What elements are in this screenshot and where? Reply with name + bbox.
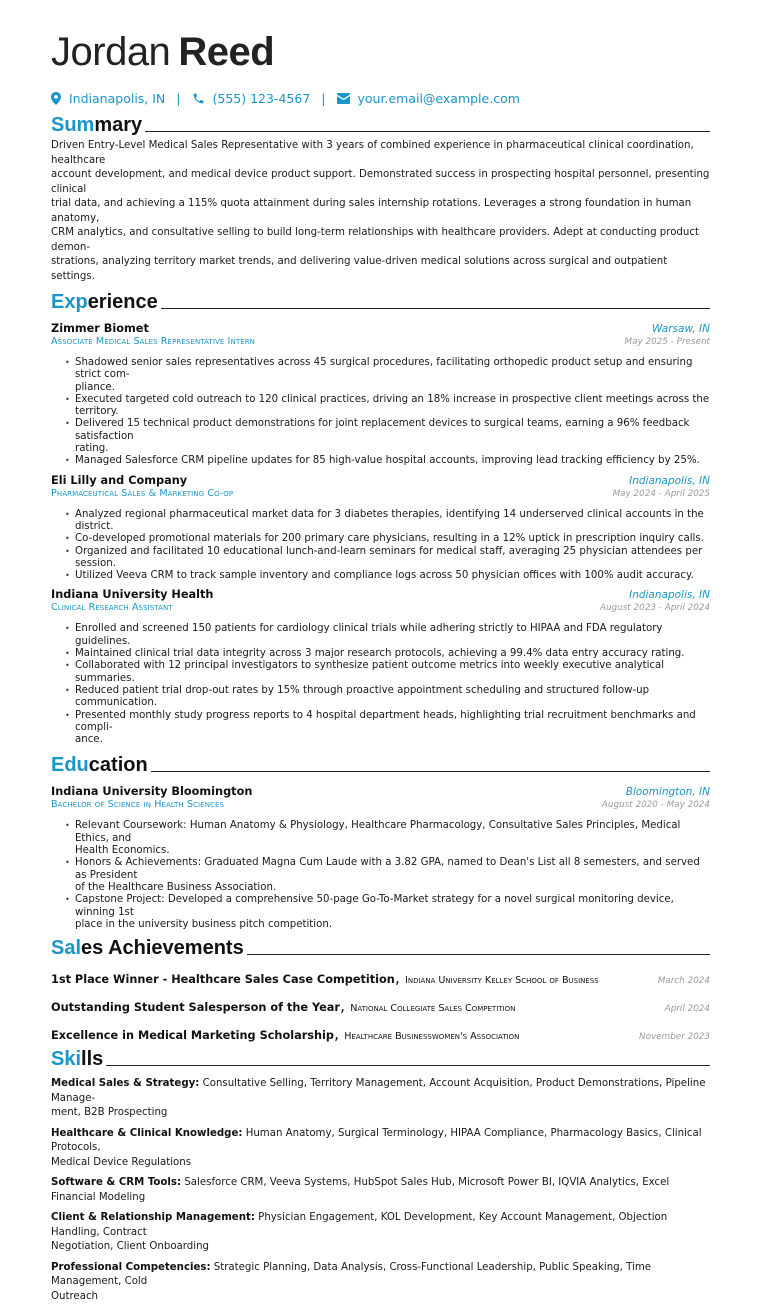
bullet-list [51, 357, 710, 468]
entry-location: Bloomington, IN [625, 786, 710, 799]
entry-role: Associate Medical Sales Representative Intern [51, 336, 256, 347]
entry-subheader [51, 799, 710, 810]
entry-subheader [51, 336, 710, 347]
summary-line: trial data, and achieving a 115% quota attainment during sales internship rotations. Leverages a strong foundation in human anatomy, [51, 198, 692, 224]
bullet-item [65, 570, 710, 582]
entry-dates: August 2023 - April 2024 [599, 603, 710, 614]
bullet-line: Reduced patient trial drop-out rates by 15% through proactive appointment scheduling and structured follow-up communication. [75, 684, 650, 709]
email-text: your.email@example.com [357, 90, 520, 106]
bullet-item [65, 509, 710, 534]
achievement-title: 1st Place Winner - Healthcare Sales Case Competition [51, 973, 395, 987]
bullet-line: Shadowed senior sales representatives across 45 surgical procedures, facilitating orthopedic product setup and ensuring strict com- [75, 357, 693, 381]
experience-list [51, 322, 710, 746]
skill-label: Software & CRM Tools: [51, 1177, 182, 1189]
first-name: Jordan [51, 30, 171, 74]
heading-rule [247, 954, 710, 955]
skills-list [51, 1077, 710, 1304]
experience-entry [51, 474, 710, 583]
skill-row [51, 1211, 710, 1255]
summary-text [51, 139, 710, 284]
organization-name: Eli Lilly and Company [51, 473, 188, 487]
bullet-line: Honors & Achievements: Graduated Magna Cum Laude with a 3.82 GPA, named to Dean's List all 8 semesters, and served as President [75, 857, 700, 881]
skill-label: Healthcare & Clinical Knowledge: [51, 1127, 243, 1139]
bullet-line: Executed targeted cold outreach to 120 clinical practices, driving an 18% increase in prospective client meetings across the territory. [75, 393, 710, 418]
bullet-line: place in the university business pitch competition. [75, 918, 333, 930]
last-name: Reed [178, 30, 275, 74]
bullet-line: Capstone Project: Developed a comprehensive 50-page Go-To-Market strategy for a novel surgical monitoring device, winning 1st [75, 894, 674, 918]
bullet-line: Health Economics. [75, 845, 170, 857]
education-list [51, 785, 710, 931]
summary-line: strations, analyzing territory market trends, and delivering value-driven medical solutions across surgical and outpatient settings. [51, 256, 668, 282]
achievement-org: Healthcare Businesswomen's Association [344, 1031, 520, 1043]
bullet-line: ance. [75, 734, 103, 746]
bullet-item [65, 357, 710, 394]
skill-line: Medical Device Regulations [51, 1156, 192, 1168]
skill-label: Professional Competencies: [51, 1261, 211, 1273]
bullet-item [65, 820, 710, 857]
bullet-item [65, 710, 710, 747]
skill-line: Physician Engagement, KOL Development, Key Account Management, Objection Handling, Contract [51, 1212, 668, 1238]
skill-line: Strategic Planning, Data Analysis, Cross-Functional Leadership, Public Speaking, Time Management, Cold [51, 1261, 652, 1288]
heading-accent: Exp [51, 291, 88, 313]
bullet-item [65, 394, 710, 419]
bullet-item [65, 648, 710, 660]
contact-bar [51, 90, 710, 106]
heading-rest: erience [87, 291, 158, 313]
entry-subheader [51, 488, 710, 499]
education-entry [51, 785, 710, 931]
bullet-line: Organized and facilitated 10 educational lunch-and-learn seminars for medical staff, averaging 25 physician attendees per session. [75, 545, 703, 569]
entry-location: Warsaw, IN [651, 323, 710, 335]
experience-entry [51, 588, 710, 746]
entry-location: Indianapolis, IN [629, 474, 710, 487]
achievement-comma: , [394, 968, 406, 988]
achievement-date: March 2024 [657, 976, 710, 987]
entry-role: Pharmaceutical Sales & Marketing Co-op [51, 487, 234, 499]
bullet-line: Utilized Veeva CRM to track sample inventory and compliance logs across 50 physician offices with 100% audit accuracy. [75, 570, 694, 582]
organization-name: Indiana University Health [51, 588, 214, 602]
bullet-line: Managed Salesforce CRM pipeline updates for 85 high-value hospital accounts, improving lead tracking efficiency by 25%. [75, 455, 700, 467]
phone-text: (555) 123-4567 [212, 90, 311, 106]
bullet-line: pliance. [75, 381, 115, 393]
bullet-line: Delivered 15 technical product demonstrations for joint replacement devices to surgical teams, earning a 96% feedback satisfaction [75, 418, 690, 442]
skill-line: Negotiation, Client Onboarding [51, 1241, 210, 1253]
bullet-line: Presented monthly study progress reports to 4 hospital department heads, highlighting trial recruitment benchmarks and compli- [75, 709, 696, 733]
contact-separator: | [321, 90, 326, 106]
summary-line: CRM analytics, and consultative selling to build long-term relationships with healthcare providers. Adept at conducting product demon- [51, 227, 699, 253]
heading-rule [145, 131, 710, 132]
entry-subheader [51, 602, 710, 613]
skill-row [51, 1077, 710, 1121]
bullet-line: Maintained clinical trial data integrity across 3 major research protocols, achieving a 99.4% data entry accuracy rating. [75, 648, 685, 660]
skill-row [51, 1127, 710, 1171]
bullet-line: Analyzed regional pharmaceutical market data for 3 diabetes therapies, identifying 14 underserved clinical accounts in the district. [75, 508, 704, 532]
bullet-item [65, 857, 710, 894]
achievement-text [51, 968, 599, 987]
heading-rest: lls [81, 1048, 104, 1071]
summary-line: Driven Entry-Level Medical Sales Representative with 3 years of combined experience in pharmaceutical clinical coordination, healthcare [51, 140, 694, 166]
achievement-comma: , [334, 1024, 345, 1044]
entry-dates: August 2020 - May 2024 [601, 800, 710, 811]
achievement-title: Outstanding Student Salesperson of the Year [51, 1001, 341, 1015]
skill-label: Medical Sales & Strategy: [51, 1078, 200, 1090]
bullet-item [65, 533, 710, 545]
organization-name: Indiana University Bloomington [51, 785, 253, 799]
skills-heading [51, 1048, 710, 1070]
heading-rule [161, 308, 710, 309]
bullet-line: rating. [75, 443, 109, 455]
achievement-row [51, 968, 710, 987]
achievement-title: Excellence in Medical Marketing Scholarship [51, 1029, 335, 1043]
summary-line: account development, and medical device product support. Demonstrated success in prospecting hospital personnel, presenting clinical [51, 169, 710, 195]
entry-location: Indianapolis, IN [629, 589, 710, 602]
achievement-date: April 2024 [664, 1004, 710, 1015]
achievement-row [51, 1024, 710, 1043]
email-item[interactable] [337, 91, 520, 106]
entry-header [51, 588, 710, 601]
bullet-item [65, 685, 710, 710]
candidate-name [51, 30, 710, 74]
skill-line: Human Anatomy, Surgical Terminology, HIPAA Compliance, Pharmacology Basics, Clinical Protocols, [51, 1127, 702, 1154]
experience-heading [51, 291, 710, 313]
bullet-item [65, 623, 710, 648]
education-heading [51, 754, 710, 776]
achievements-heading [51, 937, 710, 959]
achievement-org: Indiana University Kelley School of Business [405, 975, 599, 987]
heading-rest: mary [94, 114, 143, 136]
skill-row [51, 1261, 710, 1304]
bullet-item [65, 455, 710, 467]
bullet-item [65, 660, 710, 685]
map-pin-icon [51, 92, 61, 105]
summary-heading [51, 114, 710, 136]
entry-role: Bachelor of Science in Health Sciences [51, 799, 225, 811]
achievement-text [51, 1024, 519, 1043]
heading-rule [106, 1065, 710, 1066]
contact-separator: | [176, 90, 181, 106]
achievement-date: November 2023 [639, 1032, 710, 1043]
skill-label: Client & Relationship Management: [51, 1212, 255, 1224]
heading-accent: Sum [51, 114, 95, 136]
skill-line: Consultative Selling, Territory Management, Account Acquisition, Product Demonstrations, Pipeline Manage- [51, 1078, 706, 1104]
heading-accent: Edu [51, 754, 89, 777]
skill-line: Outreach [51, 1290, 99, 1302]
entry-dates: May 2024 - April 2025 [612, 488, 710, 499]
bullet-list [51, 509, 710, 583]
bullet-line: Collaborated with 12 principal investigators to synthesize patient outcome metrics into weekly executive analytical summaries. [75, 660, 665, 684]
bullet-item [65, 894, 710, 931]
bullet-line: of the Healthcare Business Association. [75, 881, 277, 893]
experience-entry [51, 322, 710, 468]
bullet-item [65, 546, 710, 571]
envelope-icon [337, 93, 350, 104]
achievement-row [51, 996, 710, 1015]
bullet-list [51, 623, 710, 746]
heading-rest: es Achievements [81, 937, 244, 960]
achievement-comma: , [340, 996, 351, 1016]
skill-line: ment, B2B Prospecting [51, 1107, 168, 1119]
phone-item[interactable] [192, 91, 311, 106]
skill-line: Salesforce CRM, Veeva Systems, HubSpot Sales Hub, Microsoft Power BI, IQVIA Analytics, Excel Financial Modeling [51, 1177, 670, 1203]
location-item [51, 91, 165, 106]
organization-name: Zimmer Biomet [51, 322, 149, 335]
entry-header [51, 322, 710, 335]
bullet-list [51, 820, 710, 931]
achievement-org: National Collegiate Sales Competition [350, 1003, 516, 1015]
location-text: Indianapolis, IN [69, 90, 166, 106]
achievement-text [51, 996, 515, 1015]
phone-icon [192, 92, 205, 105]
heading-accent: Sal [51, 937, 82, 960]
skill-row [51, 1176, 710, 1205]
entry-header [51, 474, 710, 487]
entry-dates: May 2025 - Present [624, 337, 710, 347]
bullet-line: Relevant Coursework: Human Anatomy & Physiology, Healthcare Pharmacology, Consultative Sales Principles, Medical Ethics, and [75, 820, 681, 844]
bullet-line: Enrolled and screened 150 patients for cardiology clinical trials while adhering strictly to HIPAA and FDA regulatory guidelines. [75, 623, 663, 647]
heading-accent: Ski [51, 1048, 82, 1071]
entry-header [51, 785, 710, 798]
bullet-item [65, 418, 710, 455]
achievements-list [51, 968, 710, 1043]
heading-rest: cation [88, 754, 148, 777]
entry-role: Clinical Research Assistant [51, 602, 173, 614]
bullet-line: Co-developed promotional materials for 200 primary care physicians, resulting in a 12% uptick in prescription inquiry calls. [75, 533, 704, 545]
heading-rule [151, 771, 710, 772]
